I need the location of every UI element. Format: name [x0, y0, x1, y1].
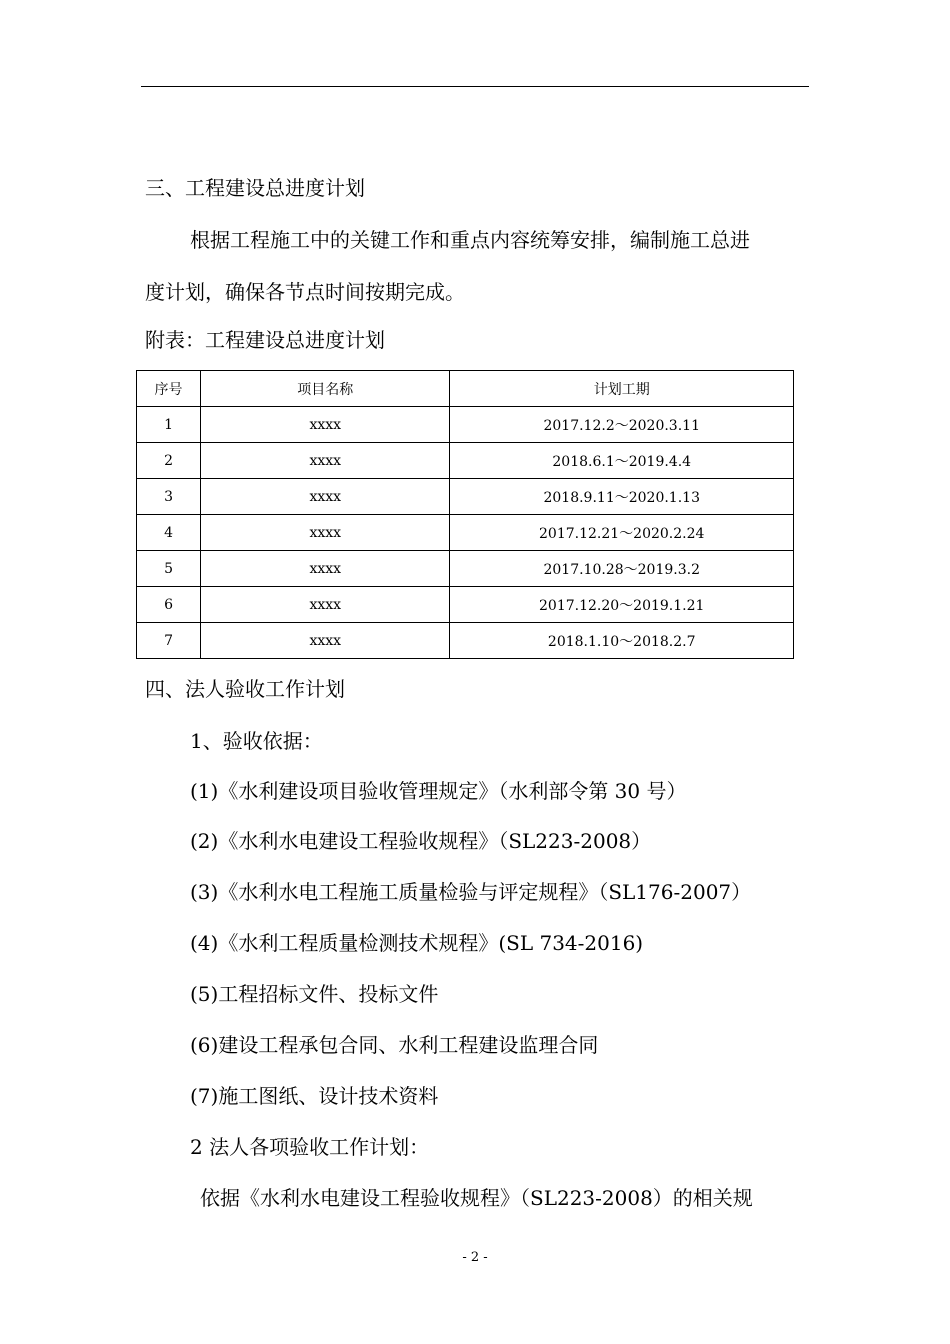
- page-number: - 2 -: [462, 1250, 488, 1265]
- basis-item-4: (4)《水利工程质量检测技术规程》(SL 734-2016): [190, 931, 644, 955]
- subsection-1-title: 1、验收依据：: [190, 729, 323, 753]
- cell-seq: 1: [137, 407, 201, 443]
- table-caption: 附表：工程建设总进度计划: [145, 328, 385, 352]
- section-3-paragraph-line-1: 根据工程施工中的关键工作和重点内容统筹安排，编制施工总进: [190, 228, 750, 252]
- table-row: [137, 407, 794, 443]
- cell-period: 2017.12.20～2019.1.21: [450, 587, 794, 623]
- cell-period: 2017.10.28～2019.3.2: [450, 551, 794, 587]
- cell-period: 2018.1.10～2018.2.7: [450, 623, 794, 659]
- table-row: [137, 479, 794, 515]
- final-paragraph-line: 依据《水利水电建设工程验收规程》（SL223-2008）的相关规: [200, 1186, 753, 1210]
- cell-seq: 3: [137, 479, 201, 515]
- cell-name: xxxx: [201, 407, 450, 443]
- basis-item-5: (5)工程招标文件、投标文件: [190, 982, 439, 1006]
- section-3-heading: 三、工程建设总进度计划: [145, 176, 365, 200]
- table-row: [137, 443, 794, 479]
- table-header-row: [137, 371, 794, 407]
- header-name: 项目名称: [201, 371, 450, 407]
- header-seq: 序号: [137, 371, 201, 407]
- table-row: [137, 623, 794, 659]
- cell-period: 2017.12.21～2020.2.24: [450, 515, 794, 551]
- subsection-2-title: 2 法人各项验收工作计划：: [190, 1135, 430, 1159]
- header-rule: [141, 86, 809, 87]
- cell-name: xxxx: [201, 587, 450, 623]
- cell-seq: 5: [137, 551, 201, 587]
- table-row: [137, 515, 794, 551]
- schedule-table: [136, 370, 794, 659]
- section-3-paragraph-line-2: 度计划，确保各节点时间按期完成。: [145, 280, 465, 304]
- basis-item-1: (1)《水利建设项目验收管理规定》（水利部令第 30 号）: [190, 779, 687, 803]
- cell-period: 2017.12.2～2020.3.11: [450, 407, 794, 443]
- cell-name: xxxx: [201, 623, 450, 659]
- cell-name: xxxx: [201, 443, 450, 479]
- section-4-heading: 四、法人验收工作计划: [145, 677, 345, 701]
- basis-item-7: (7)施工图纸、设计技术资料: [190, 1084, 439, 1108]
- cell-period: 2018.6.1～2019.4.4: [450, 443, 794, 479]
- cell-name: xxxx: [201, 479, 450, 515]
- table-row: [137, 551, 794, 587]
- cell-period: 2018.9.11～2020.1.13: [450, 479, 794, 515]
- basis-item-6: (6)建设工程承包合同、水利工程建设监理合同: [190, 1033, 599, 1057]
- basis-item-2: (2)《水利水电建设工程验收规程》（SL223-2008）: [190, 829, 652, 853]
- header-period: 计划工期: [450, 371, 794, 407]
- cell-seq: 7: [137, 623, 201, 659]
- cell-name: xxxx: [201, 515, 450, 551]
- basis-item-3: (3)《水利水电工程施工质量检验与评定规程》（SL176-2007）: [190, 880, 752, 904]
- cell-seq: 4: [137, 515, 201, 551]
- cell-name: xxxx: [201, 551, 450, 587]
- table-row: [137, 587, 794, 623]
- cell-seq: 2: [137, 443, 201, 479]
- cell-seq: 6: [137, 587, 201, 623]
